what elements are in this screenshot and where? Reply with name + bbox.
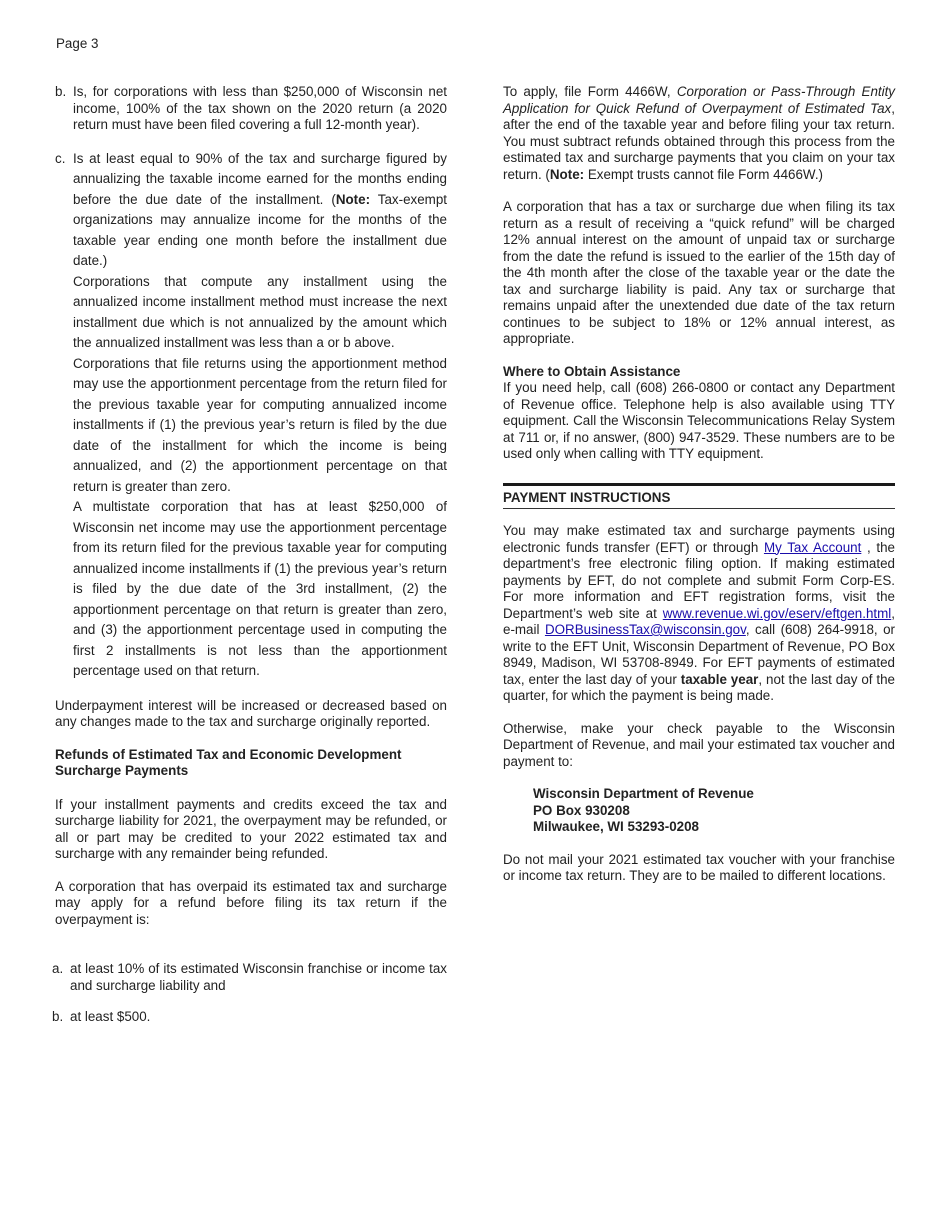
eft-website-link[interactable]: www.revenue.wi.gov/eserv/eftgen.html <box>662 605 892 621</box>
assistance-paragraph: If you need help, call (608) 266-0800 or contact any Department of Revenue office. Telephone help is also available using TTY equipment. Call the Wisconsin Telecommunications Relay System at 711 or, if no answer, (800) 947-3529. These numbers are to be used only when calling with TTY equipment. <box>503 380 895 461</box>
address-line: Wisconsin Department of Revenue <box>533 786 754 801</box>
annualized-paragraph: Corporations that compute any installment using the annualized income installment method must increase the next installment due which is not annualized by the amount which the annualized installment was less than a or b above. <box>73 273 447 350</box>
my-tax-account-link[interactable]: My Tax Account <box>763 539 862 555</box>
apply-text: To apply, file Form 4466W, <box>503 84 677 99</box>
list-label: b. <box>55 84 67 99</box>
page-number: Page 3 <box>56 36 99 51</box>
list-item-b <box>55 84 447 134</box>
payment-text: , not the last day of the quarter, for which the payment is being made. <box>503 671 896 703</box>
do-not-mail-paragraph: Do not mail your 2021 estimated tax voucher with your franchise or income tax return. They are to be mailed to different locations. <box>503 851 895 883</box>
refunds-paragraph-1: If your installment payments and credits exceed the tax and surcharge liability for 2021, the overpayment may be refunded, or all or part may be credited to your 2022 estimated tax and surcharge with any remainder being refunded. <box>55 796 447 861</box>
payment-text: , e-mail <box>503 605 895 637</box>
payment-instructions-heading: PAYMENT INSTRUCTIONS <box>503 486 895 510</box>
list-text: Is, for corporations with less than $250,000 of Wisconsin net income, 100% of the tax shown on the 2020 return (a 2020 return must have been filed covering a full 12-month year). <box>73 84 447 132</box>
list-label: b. <box>52 1009 64 1024</box>
right-column <box>503 84 895 885</box>
condition-item-a <box>52 961 447 994</box>
underpayment-paragraph: Underpayment interest will be increased or decreased based on any changes made to the tax and surcharge originally reported. <box>55 697 447 729</box>
apply-paragraph <box>503 84 895 183</box>
list-text: Is at least equal to 90% of the tax and surcharge figured by annualizing the taxable income earned for the months ending before the due date of the installment. ( <box>73 150 447 207</box>
list-label: a. <box>52 961 64 976</box>
apportionment-paragraph: Corporations that file returns using the apportionment method may use the apportionment percentage from the return filed for the previous taxable year for computing annualized income installments if (1) the previous year’s return is filed by the due date of the installment for which the income is being annualized, and (2) the apportionment percentage on that return is greater than zero. <box>73 355 447 494</box>
form-title: Corporation or Pass-Through Entity Application for Quick Refund of Overpayment of Estimated Tax <box>503 84 895 116</box>
payment-text: , call (608) 264-9918, or write to the EFT Unit, Wisconsin Department of Revenue, PO Box 8949, Madison, WI 53708-8949. For EFT payments of estimated tax, enter the last day of your <box>503 622 895 687</box>
list-text: at least 10% of its estimated Wisconsin franchise or income tax and surcharge liability and <box>70 961 447 993</box>
refunds-paragraph-2: A corporation that has overpaid its estimated tax and surcharge may apply for a refund before filing its tax return if the overpayment is: <box>55 878 447 927</box>
payment-paragraph <box>503 523 895 705</box>
quick-refund-paragraph: A corporation that has a tax or surcharge due when filing its tax return as a result of receiving a “quick refund” will be charged 12% annual interest on the amount of unpaid tax or surcharge from the date the refund is issued to the earlier of the 15th day of the 4th month after the close of the taxable year or the date the tax and surcharge liability is paid. Any tax or surcharge that remains unpaid after the unextended due date of the tax return continues to be subject to 18% or 12% annual interest, as appropriate. <box>503 199 895 346</box>
email-link[interactable]: DORBusinessTax@wisconsin.gov <box>544 622 746 637</box>
multistate-paragraph: A multistate corporation that has at least $250,000 of Wisconsin net income may use the apportionment percentage from its return filed for the previous taxable year for computing annualized income installments if (1) the previous year’s return is filed by the due date of the 3rd installment, (2) the apportionment percentage on that return is greater than zero, and (3) the apportionment percentage used in computing the first 2 installments is not less than the apportionment percentage used on that return. <box>73 499 447 678</box>
left-column <box>52 84 447 1026</box>
assistance-heading: Where to Obtain Assistance <box>503 363 681 379</box>
payment-text: You may make estimated tax and surcharge payments using electronic funds transfer (EFT) or through <box>503 523 895 555</box>
condition-item-b <box>52 1009 447 1026</box>
note-label: Note: <box>549 166 585 182</box>
address-line: Milwaukee, WI 53293-0208 <box>533 819 699 834</box>
apply-text: Exempt trusts cannot file Form 4466W.) <box>584 166 823 182</box>
list-label: c. <box>55 150 66 166</box>
payment-text: , the department’s free electronic filing option. If making estimated payments by EFT, do not complete and submit Form Corp-ES. For more information and EFT registration forms, visit the Department’s web site at <box>503 539 895 621</box>
mailing-address <box>533 786 895 836</box>
taxable-year-emphasis: taxable year <box>680 671 759 687</box>
otherwise-paragraph: Otherwise, make your check payable to the Wisconsin Department of Revenue, and mail your estimated tax voucher and payment to: <box>503 720 895 769</box>
address-line: PO Box 930208 <box>533 802 630 818</box>
refunds-heading: Refunds of Estimated Tax and Economic Development Surcharge Payments <box>55 746 402 778</box>
list-item-c <box>55 149 447 682</box>
list-text: at least $500. <box>70 1009 151 1024</box>
apply-text: , after the end of the taxable year and before filing your tax return. You must subtract refunds obtained through this process from the estimated tax and surcharge payments that you claim on your tax return. ( <box>503 100 895 182</box>
list-text: Tax-exempt organizations may annualize income for the months of the taxable year ending one month before the installment due date.) <box>73 191 447 268</box>
note-label: Note: <box>335 191 371 207</box>
